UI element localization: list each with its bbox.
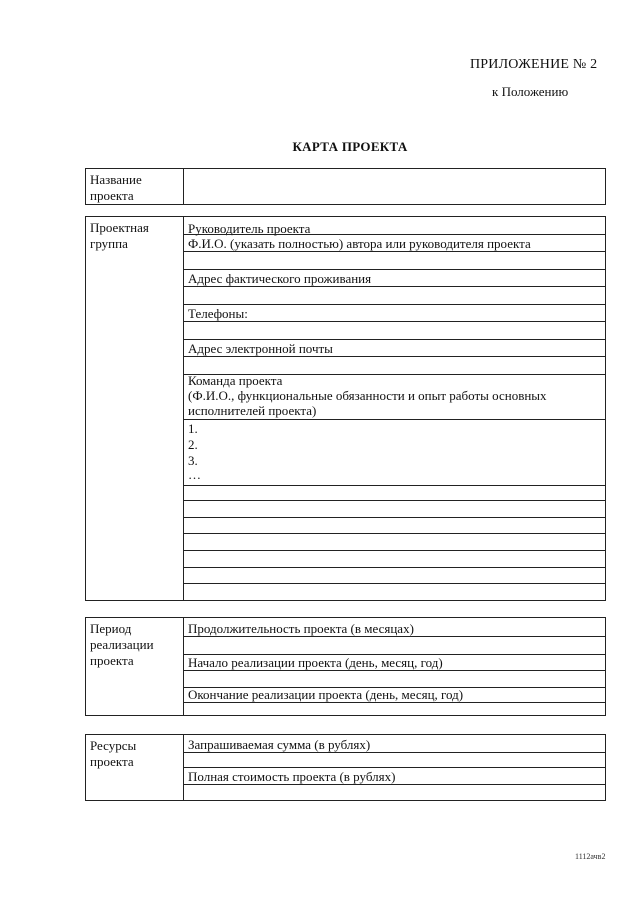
project-team-label: Проектная группа — [86, 217, 184, 600]
project-period-label: Период реализации проекта — [86, 618, 184, 715]
start-date-label: Начало реализации проекта (день, месяц, год) — [188, 655, 443, 670]
leader-full-name-field[interactable] — [184, 252, 605, 268]
team-heading: Команда проекта — [188, 373, 283, 388]
duration-field[interactable] — [184, 637, 605, 653]
phones-label: Телефоны: — [188, 306, 248, 321]
email-label: Адрес электронной почты — [188, 341, 333, 356]
footer-code: 1112ачв2 — [575, 852, 606, 861]
row-line — [184, 269, 605, 270]
total-cost-label: Полная стоимость проекта (в рублях) — [188, 769, 396, 784]
row-line — [184, 583, 605, 584]
row-line — [184, 304, 605, 305]
project-period-section — [85, 617, 606, 716]
end-date-field[interactable] — [184, 703, 605, 715]
team-description-line: (Ф.И.О., функциональные обязанности и опыт работы основных — [188, 388, 547, 403]
row-line — [184, 567, 605, 568]
row-line — [184, 533, 605, 534]
email-field[interactable] — [184, 357, 605, 373]
document-title: КАРТА ПРОЕКТА — [292, 139, 408, 154]
row-line — [184, 517, 605, 518]
project-name-label: Название проекта — [86, 169, 184, 204]
team-leader-heading: Руководитель проекта — [188, 221, 311, 236]
total-cost-field[interactable] — [184, 785, 605, 800]
project-resources-section — [85, 734, 606, 801]
team-member-number: 1. — [188, 421, 198, 436]
row-line — [184, 767, 605, 768]
team-member-number: 2. — [188, 437, 198, 452]
requested-amount-label: Запрашиваемая сумма (в рублях) — [188, 737, 371, 752]
row-line — [184, 234, 605, 235]
end-date-label: Окончание реализации проекта (день, месяц, год) — [188, 687, 464, 702]
row-line — [184, 500, 605, 501]
appendix-title: ПРИЛОЖЕНИЕ № 2 — [470, 57, 598, 72]
requested-amount-field[interactable] — [184, 753, 605, 767]
address-field[interactable] — [184, 287, 605, 303]
row-line — [184, 550, 605, 551]
duration-label: Продолжительность проекта (в месяцах) — [188, 621, 414, 636]
team-member-number: 3. — [188, 453, 198, 468]
project-resources-label: Ресурсы проекта — [86, 735, 184, 800]
row-line — [184, 485, 605, 486]
address-label: Адрес фактического проживания — [188, 271, 372, 286]
row-line — [184, 339, 605, 340]
team-description-line: исполнителей проекта) — [188, 403, 317, 418]
project-team-section — [85, 216, 606, 601]
project-name-section — [85, 168, 606, 205]
start-date-field[interactable] — [184, 671, 605, 687]
team-members-field[interactable] — [184, 420, 605, 484]
appendix-subtitle: к Положению — [492, 84, 569, 99]
phones-field[interactable] — [184, 322, 605, 338]
leader-full-name-label: Ф.И.О. (указать полностью) автора или руководителя проекта — [188, 236, 531, 251]
team-member-more: … — [188, 467, 201, 482]
project-name-field[interactable] — [184, 169, 605, 204]
